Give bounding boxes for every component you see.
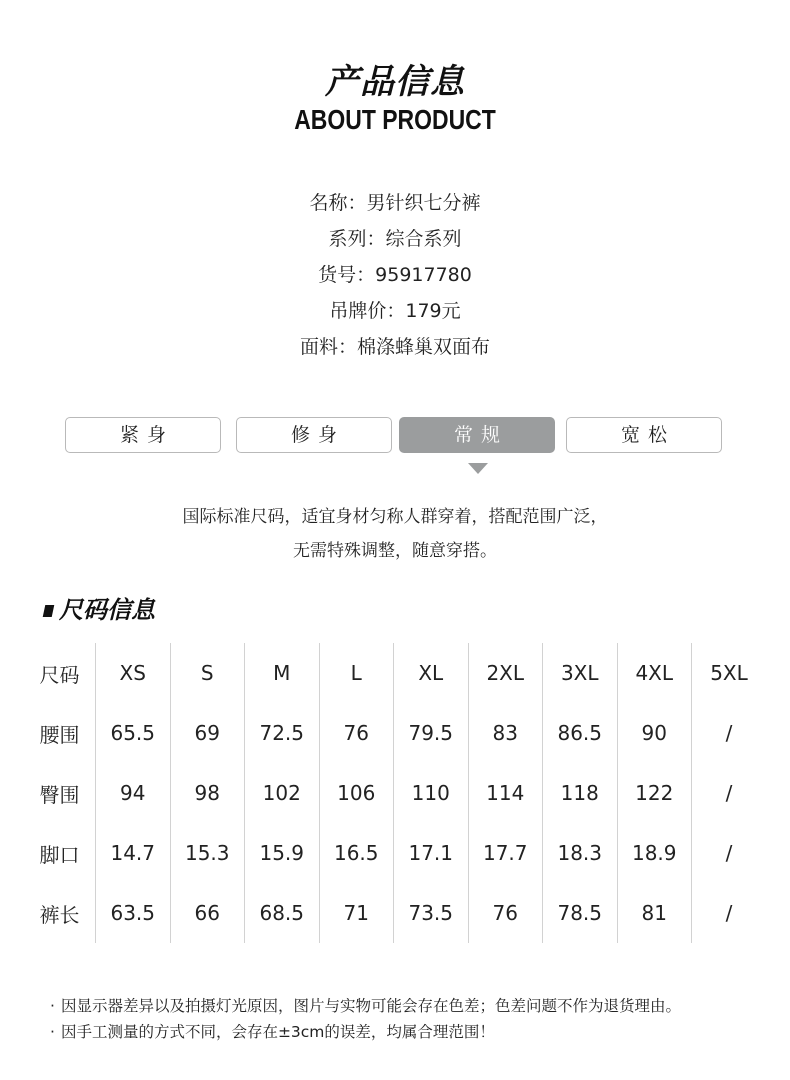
table-cell: 69 <box>170 703 245 763</box>
column-header: XS <box>96 643 171 703</box>
product-info <box>0 185 790 365</box>
table-cell: / <box>692 703 767 763</box>
row-header: 臀围 <box>39 782 80 807</box>
table-cell: 73.5 <box>394 883 469 943</box>
notes <box>50 993 770 1045</box>
column-header: 4XL <box>617 643 692 703</box>
fit-option-regular[interactable]: 常规 <box>399 417 555 453</box>
row-header: 脚口 <box>39 842 80 867</box>
table-cell: 15.3 <box>170 823 245 883</box>
table-cell: 71 <box>319 883 394 943</box>
table-cell: 17.7 <box>468 823 543 883</box>
fit-option-loose[interactable]: 宽松 <box>566 417 722 453</box>
size-chart-heading-text: 尺码信息 <box>59 596 155 624</box>
table-cell: 81 <box>617 883 692 943</box>
note-text: 因显示器差异以及拍摄灯光原因，图片与实物可能会存在色差；色差问题不作为退货理由。 <box>60 997 681 1015</box>
column-header: 尺码 <box>39 662 80 687</box>
fit-option-tight[interactable]: 紧身 <box>65 417 221 453</box>
fit-option-slim[interactable]: 修身 <box>236 417 392 453</box>
table-cell: 94 <box>96 763 171 823</box>
column-header: 5XL <box>692 643 767 703</box>
table-cell: 76 <box>468 883 543 943</box>
table-cell: 79.5 <box>394 703 469 763</box>
row-header: 腰围 <box>39 722 80 747</box>
note-item <box>50 1019 770 1045</box>
table-cell: 63.5 <box>96 883 171 943</box>
table-cell: 98 <box>170 763 245 823</box>
table-cell: 18.9 <box>617 823 692 883</box>
fit-pointer-triangle <box>468 463 488 474</box>
table-cell: 86.5 <box>543 703 618 763</box>
bullet-dot-icon: · <box>50 1023 55 1041</box>
column-header: 3XL <box>543 643 618 703</box>
title-english: ABOUT PRODUCT <box>294 104 496 135</box>
table-cell: 106 <box>319 763 394 823</box>
table-row <box>24 823 766 883</box>
table-cell: 17.1 <box>394 823 469 883</box>
table-row <box>24 763 766 823</box>
row-header: 裤长 <box>39 902 80 927</box>
title-chinese: 产品信息 <box>325 62 465 102</box>
table-cell: 72.5 <box>245 703 320 763</box>
info-item-number: 货号：95917780 <box>318 264 472 286</box>
table-cell: 83 <box>468 703 543 763</box>
table-cell: 65.5 <box>96 703 171 763</box>
table-row <box>24 703 766 763</box>
table-cell: 102 <box>245 763 320 823</box>
size-chart-heading <box>44 592 155 628</box>
table-cell: 78.5 <box>543 883 618 943</box>
table-cell: 16.5 <box>319 823 394 883</box>
table-cell: 15.9 <box>245 823 320 883</box>
fit-selector <box>65 417 722 453</box>
fit-description-line: 国际标准尺码，适宜身材匀称人群穿着，搭配范围广泛， <box>182 507 608 527</box>
table-cell: / <box>692 763 767 823</box>
table-cell: / <box>692 823 767 883</box>
table-cell: 118 <box>543 763 618 823</box>
table-cell: 110 <box>394 763 469 823</box>
column-header: XL <box>394 643 469 703</box>
table-cell: 14.7 <box>96 823 171 883</box>
table-cell: 18.3 <box>543 823 618 883</box>
table-cell: 90 <box>617 703 692 763</box>
info-name: 名称：男针织七分裤 <box>309 192 481 214</box>
table-cell: 114 <box>468 763 543 823</box>
column-header: S <box>170 643 245 703</box>
note-text: 因手工测量的方式不同，会存在±3cm的误差，均属合理范围！ <box>60 1023 495 1041</box>
note-item <box>50 993 770 1019</box>
table-cell: 68.5 <box>245 883 320 943</box>
table-cell: 122 <box>617 763 692 823</box>
info-price: 吊牌价：179元 <box>329 300 461 322</box>
table-row <box>24 883 766 943</box>
info-fabric: 面料：棉涤蜂巢双面布 <box>299 336 490 358</box>
table-cell: 76 <box>319 703 394 763</box>
column-header: 2XL <box>468 643 543 703</box>
table-header-row <box>24 643 766 703</box>
table-cell: 66 <box>170 883 245 943</box>
heading-square-icon <box>43 605 55 617</box>
fit-description-line: 无需特殊调整，随意穿搭。 <box>293 541 497 561</box>
column-header: L <box>319 643 394 703</box>
fit-description <box>0 500 790 568</box>
info-series: 系列：综合系列 <box>328 228 462 250</box>
column-header: M <box>245 643 320 703</box>
size-table <box>24 643 766 943</box>
table-cell: / <box>692 883 767 943</box>
bullet-dot-icon: · <box>50 997 55 1015</box>
